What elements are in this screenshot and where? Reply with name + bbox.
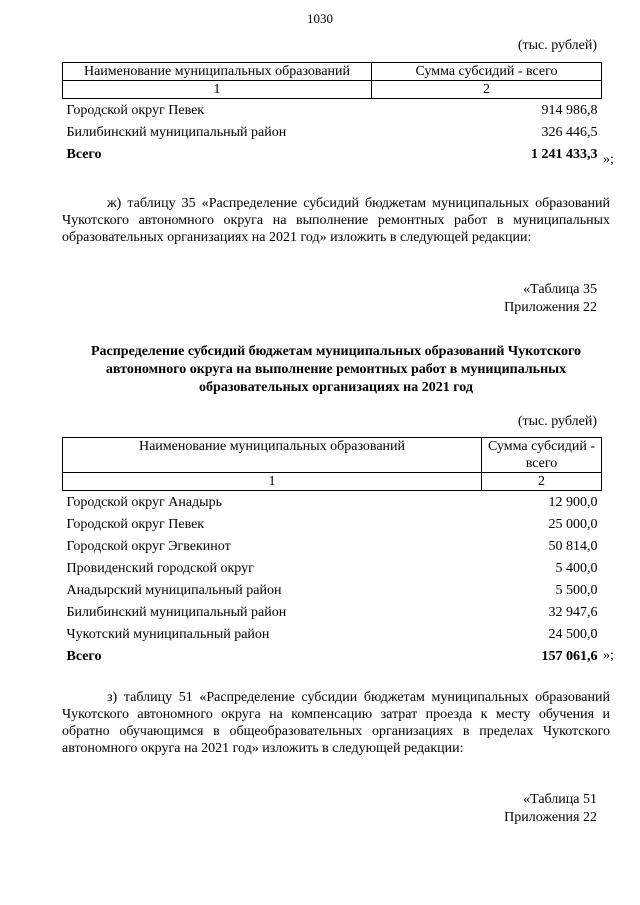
row-name: Городской округ Певек: [66, 102, 205, 118]
row-value: 5 400,0: [555, 560, 598, 576]
table2-header-sum: Сумма субсидий - всего: [482, 438, 602, 473]
row-name: Провиденский городской округ: [66, 560, 254, 576]
table2-index-row: [63, 473, 602, 491]
row-name: Городской округ Эгвекинот: [66, 538, 231, 554]
row-value: 326 446,5: [541, 124, 598, 140]
total-label: Всего: [66, 648, 102, 664]
table2-index-2: 2: [482, 473, 602, 491]
table-row: [63, 491, 602, 514]
paragraph-z: з) таблицу 51 «Распределение субсидии бюджетам муниципальных образований Чукотского автономного округа на компенсацию затрат проезда к месту обучения и обратно обучающимся в общеобразовательных организациях в пределах Чукотского автономного округа на 2021 год» изложить в следующей редакции:: [62, 690, 610, 756]
table-row: [63, 121, 602, 143]
table35-label-line2: Приложения 22: [504, 300, 597, 315]
table-row: [63, 99, 602, 122]
row-name: Городской округ Анадырь: [66, 494, 222, 510]
table-row: [63, 579, 602, 601]
table35-label: [504, 281, 597, 317]
row-value: 50 814,0: [548, 538, 598, 554]
table2-header-name: Наименование муниципальных образований: [63, 438, 482, 473]
row-name: Чукотский муниципальный район: [66, 626, 270, 642]
row-name: Билибинский муниципальный район: [66, 124, 287, 140]
row-value: 12 900,0: [548, 494, 598, 510]
table-row: [63, 535, 602, 557]
table35-heading: Распределение субсидий бюджетам муниципальных образований Чукотского автономного округа на выполнение ремонтных работ в муниципальных образовательных организациях на 2021 год: [90, 344, 582, 395]
table1-total-row: [63, 143, 602, 165]
row-value: 32 947,6: [548, 604, 598, 620]
table-row: [63, 557, 602, 579]
table2-units: (тыс. рублей): [517, 414, 597, 429]
table-row: [63, 601, 602, 623]
row-name: Анадырский муниципальный район: [66, 582, 282, 598]
table1: [62, 62, 602, 165]
table2-total-row: [63, 645, 602, 667]
table2-index-1: 1: [63, 473, 482, 491]
table1-header-sum: Сумма субсидий - всего: [372, 63, 602, 81]
row-value: 25 000,0: [548, 516, 598, 532]
page-number: 1030: [307, 11, 333, 26]
table1-index-2: 2: [372, 81, 602, 99]
row-value: 5 500,0: [555, 582, 598, 598]
table51-label-line2: Приложения 22: [504, 810, 597, 825]
total-label: Всего: [66, 146, 102, 162]
row-value: 24 500,0: [548, 626, 598, 642]
table1-index-row: [63, 81, 602, 99]
table2: [62, 437, 602, 667]
table2-header-row: [63, 438, 602, 473]
table1-header-row: [63, 63, 602, 81]
table1-header-name: Наименование муниципальных образований: [63, 63, 372, 81]
table-row: [63, 513, 602, 535]
table51-label: [504, 791, 597, 827]
table1-index-1: 1: [63, 81, 372, 99]
total-value: 157 061,6: [541, 648, 598, 664]
table-row: [63, 623, 602, 645]
paragraph-zh: ж) таблицу 35 «Распределение субсидий бюджетам муниципальных образований Чукотского автономного округа на выполнение ремонтных работ в муниципальных образовательных организациях на 2021 год» изложить в следующей редакции:: [62, 196, 610, 245]
row-name: Билибинский муниципальный район: [66, 604, 287, 620]
row-value: 914 986,8: [541, 102, 598, 118]
table35-label-line1: «Таблица 35: [523, 282, 597, 297]
row-name: Городской округ Певек: [66, 516, 205, 532]
table2-closing-quote: »;: [603, 648, 614, 663]
table1-units: (тыс. рублей): [517, 38, 597, 53]
table1-closing-quote: »;: [603, 152, 614, 167]
table51-label-line1: «Таблица 51: [523, 792, 597, 807]
total-value: 1 241 433,3: [531, 146, 598, 162]
